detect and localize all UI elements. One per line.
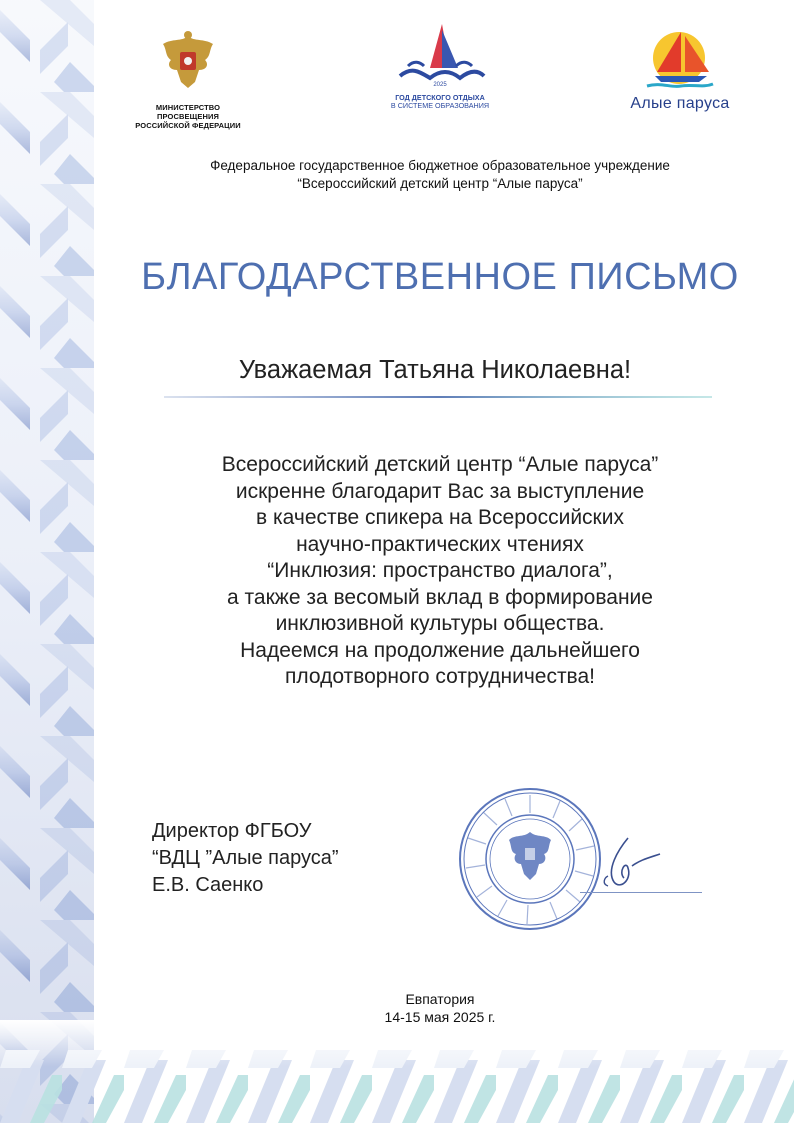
- body-line: в качестве спикера на Всероссийских: [256, 506, 624, 529]
- body-line: плодотворного сотрудничества!: [284, 665, 595, 688]
- body-line: научно-практических чтениях: [296, 532, 584, 556]
- institution-line1: Федеральное государственное бюджетное образовательное учреждение: [210, 158, 670, 173]
- body-line: инклюзивной культуры общества.: [275, 612, 605, 635]
- signatory-position: Директор ФГБОУ: [152, 820, 312, 842]
- greeting: Уважаемая Татьяна Николаевна!: [238, 356, 632, 384]
- city: Евпатория: [405, 991, 475, 1007]
- ministry-logo: [128, 30, 248, 130]
- letter-body: [120, 452, 760, 691]
- ministry-name-line2: РОССИЙСКОЙ ФЕДЕРАЦИИ: [135, 121, 241, 130]
- signature-line: [580, 892, 702, 893]
- body-line: “Инклюзия: пространство диалога”,: [267, 559, 613, 582]
- body-line: Надеемся на продолжение дальнейшего: [240, 638, 640, 662]
- year-title-line1: ГОД ДЕТСКОГО ОТДЫХА: [395, 93, 485, 102]
- greeting-underline: [164, 396, 712, 398]
- event-date: 14-15 мая 2025 г.: [384, 1009, 496, 1025]
- place-and-date: [300, 990, 580, 1026]
- document-title: БЛАГОДАРСТВЕННОЕ ПИСЬМО: [141, 256, 739, 298]
- signatory-block: [152, 818, 339, 899]
- body-line: а также за весомый вклад в формирование: [227, 585, 653, 609]
- signature-scribble-icon: [588, 830, 668, 895]
- sailboat-icon: [641, 28, 719, 92]
- ministry-name-line1: МИНИСТЕРСТВО ПРОСВЕЩЕНИЯ: [155, 103, 221, 121]
- body-line: искренне благодарит Вас за выступление: [235, 479, 645, 503]
- coat-of-arms-icon: [151, 30, 225, 92]
- left-decorative-pattern: [0, 0, 94, 1123]
- alye-parusa-logo: [615, 28, 745, 113]
- official-stamp-icon: [455, 784, 605, 934]
- alye-parusa-label: Алые паруса: [630, 95, 730, 112]
- institution-name: [130, 157, 750, 193]
- signatory-name: Е.В. Саенко: [152, 874, 264, 896]
- bottom-decorative-pattern: [0, 1020, 794, 1123]
- year-number: 2025: [433, 82, 447, 88]
- institution-line2: “Всероссийский детский центр “Алые паруса”: [297, 176, 583, 191]
- signatory-organization: “ВДЦ ”Алые паруса”: [152, 847, 339, 869]
- body-line: Всероссийский детский центр “Алые паруса”: [221, 453, 659, 476]
- sail-emblem-icon: [390, 22, 490, 88]
- year-of-child-rest-logo: [385, 22, 495, 110]
- year-title-line2: В СИСТЕМЕ ОБРАЗОВАНИЯ: [390, 101, 490, 110]
